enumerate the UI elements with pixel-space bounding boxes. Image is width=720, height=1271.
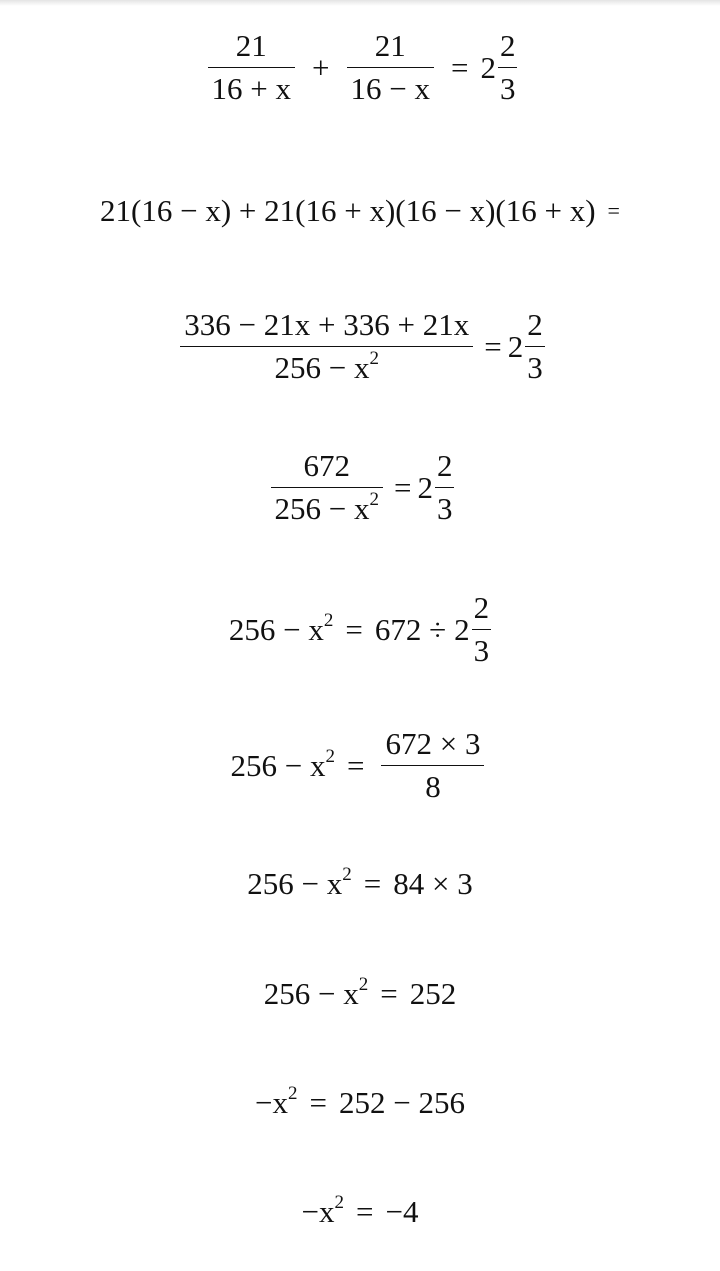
fraction-bar xyxy=(498,67,518,68)
exponent: 2 xyxy=(334,1192,344,1213)
denominator: 8 xyxy=(425,768,441,804)
exponent: 2 xyxy=(369,488,379,510)
denominator: $256 - x^2$ xyxy=(274,488,379,526)
equation-step-6 xyxy=(0,726,720,804)
lhs: $256 - x^2$ xyxy=(247,864,352,901)
numerator: 21 xyxy=(235,28,267,63)
numerator: 672 xyxy=(303,448,350,483)
denominator: 3 xyxy=(436,490,453,526)
mixed-number xyxy=(508,307,545,385)
denominator: $256 - x^2$ xyxy=(274,347,379,385)
whole-part: 2 xyxy=(454,611,470,647)
fraction-bar xyxy=(271,487,383,488)
fraction-bar xyxy=(525,346,545,347)
numerator: 672 × 3 xyxy=(385,726,481,761)
whole-part: 2 xyxy=(480,49,496,85)
top-edge-shadow xyxy=(0,0,720,6)
equals-sign: = xyxy=(345,611,363,647)
equation-step-4 xyxy=(0,448,720,526)
fraction-21-over-16-plus-x xyxy=(208,28,295,106)
mixed-number xyxy=(417,448,454,526)
denominator: 16 − x xyxy=(350,70,430,106)
fraction-bar xyxy=(381,765,484,766)
equals-sign: = xyxy=(450,49,469,85)
exponent: 2 xyxy=(358,974,369,995)
fraction-21-over-16-minus-x xyxy=(347,28,434,106)
denominator: 3 xyxy=(499,70,516,106)
rhs-expression: 252 − 256 xyxy=(338,1085,465,1120)
denominator: 3 xyxy=(527,349,543,385)
denominator: 16 + x xyxy=(211,70,292,106)
equals-sign: = xyxy=(363,866,382,901)
fraction-672-over-256-minus-x2 xyxy=(271,448,383,526)
numerator: 2 xyxy=(527,307,543,342)
exponent: 2 xyxy=(288,1083,298,1104)
equation-step-8 xyxy=(0,974,720,1011)
expression: 21(16 − x) + 21(16 + x)(16 − x)(16 + x) xyxy=(100,193,596,228)
rhs-expression: 84 × 3 xyxy=(393,866,473,901)
numerator: 21 xyxy=(374,28,406,63)
fraction-bar xyxy=(347,67,434,68)
lhs: $-x^2$ xyxy=(255,1083,298,1120)
whole-part: 2 xyxy=(507,328,524,364)
whole-part: 2 xyxy=(417,469,433,505)
equation-step-9 xyxy=(0,1083,720,1120)
equation-step-10 xyxy=(0,1192,720,1229)
equals-sign: = xyxy=(380,976,398,1011)
rhs-expression: 672 ÷ xyxy=(374,611,447,647)
equals-sign: = xyxy=(356,1194,374,1229)
equation-step-5 xyxy=(0,590,720,668)
lhs: $-x^2$ xyxy=(301,1192,344,1229)
rhs-expression: −4 xyxy=(385,1194,419,1229)
mixed-number xyxy=(454,590,491,668)
equation-step-7 xyxy=(0,864,720,901)
equation-step-1 xyxy=(0,28,720,106)
fraction-bar xyxy=(180,346,473,347)
fraction-bar xyxy=(435,487,455,488)
numerator: 2 xyxy=(473,590,490,625)
exponent: 2 xyxy=(369,347,379,369)
lhs: $256 - x^2$ xyxy=(230,745,335,783)
plus-sign: + xyxy=(312,49,330,85)
equation-step-2 xyxy=(0,195,720,226)
combined-fraction xyxy=(180,307,473,385)
lhs: $256 - x^2$ xyxy=(263,974,369,1011)
numerator: 2 xyxy=(436,448,453,483)
equals-sign: = xyxy=(394,469,412,505)
exponent: 2 xyxy=(323,609,334,631)
equals-sign: = xyxy=(309,1085,327,1120)
exponent: 2 xyxy=(325,745,335,767)
rhs-expression: 252 xyxy=(409,976,457,1011)
numerator: 2 xyxy=(499,28,516,63)
numerator: 336 − 21x + 336 + 21x xyxy=(184,307,470,342)
equals-sign: = xyxy=(347,747,365,783)
mixed-number xyxy=(480,28,517,106)
equals-sign: = xyxy=(484,328,502,364)
fraction-bar xyxy=(472,629,492,630)
lhs: $256 - x^2$ xyxy=(228,609,334,647)
exponent: 2 xyxy=(342,864,352,885)
fraction-bar xyxy=(208,67,295,68)
equals-sign: = xyxy=(607,197,620,223)
denominator: 3 xyxy=(473,632,490,668)
equation-step-3 xyxy=(0,307,720,385)
fraction-672x3-over-8 xyxy=(381,726,484,804)
